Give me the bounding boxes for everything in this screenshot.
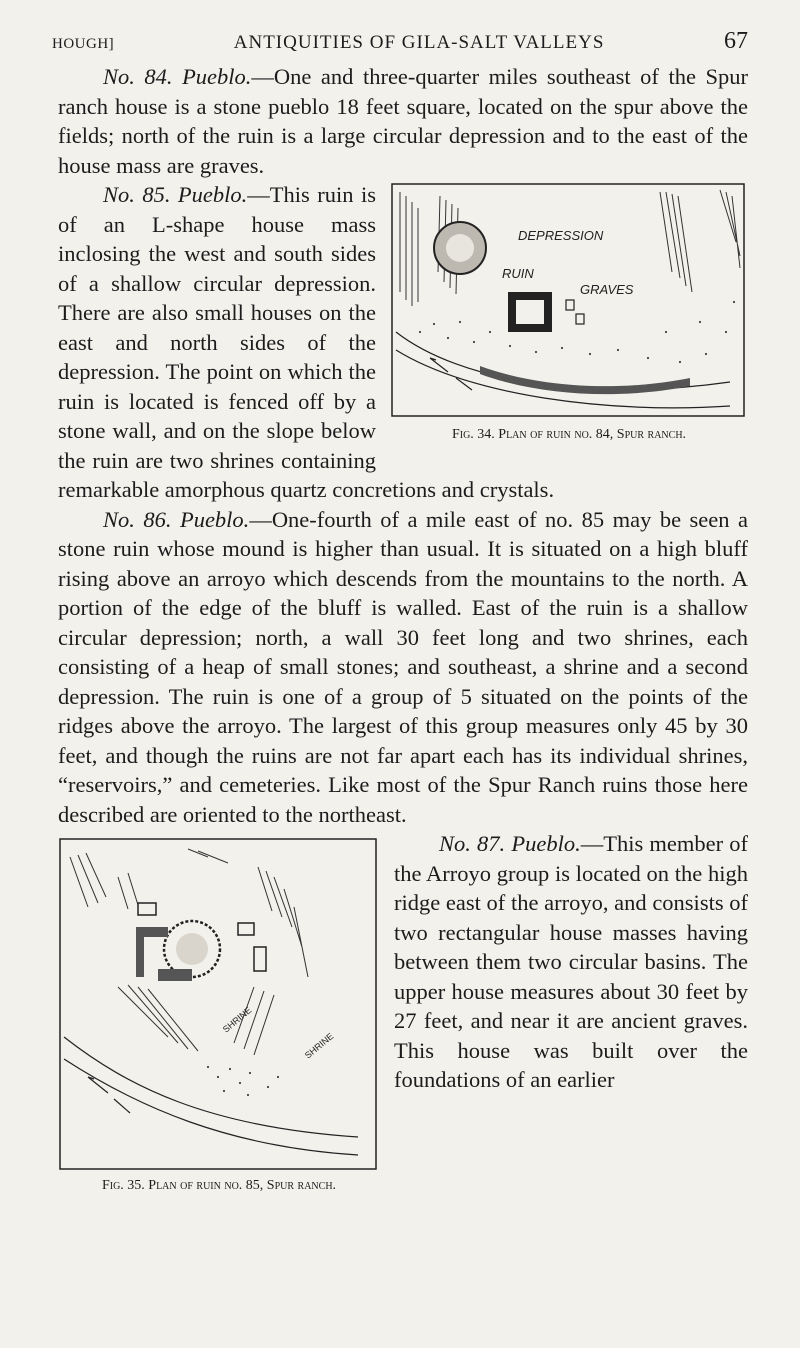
running-title: ANTIQUITIES OF GILA-SALT VALLEYS bbox=[233, 32, 605, 53]
figure-35-plan-drawing bbox=[58, 837, 380, 1171]
heading-no-87: No. 87. Pueblo. bbox=[439, 831, 581, 856]
figure-34-plan-drawing bbox=[390, 182, 748, 420]
running-head bbox=[52, 28, 748, 62]
body-text bbox=[58, 62, 748, 1197]
figure-35-caption: Fig. 35. Plan of ruin no. 85, Spur ranch. bbox=[101, 1178, 337, 1193]
paragraph-no-86 bbox=[58, 505, 748, 830]
paragraph-no-84 bbox=[58, 62, 748, 180]
text-no-86: —One-fourth of a mile east of no. 85 may be seen a stone ruin whose mound is higher than usual. It is situated on a high bluff rising above an arroyo which descends from the mountains to the north. A portion of the edge of the bluff is walled. East of the ruin is a shallow circular depression; north, a wall 30 feet long and two shrines, each consisting of a heap of small stones; and southeast, a shrine and a second depression. The ruin is one of a group of 5 situated on the points of the ridges above the arroyo. The largest of this group measures only 45 by 30 feet, and though the ruins are not far apart each has its individual shrines, “reservoirs,” and cemeteries. Like most of the Spur Ranch ruins those here described are oriented to the northeast. bbox=[58, 506, 748, 827]
ruin-label: RUIN bbox=[502, 266, 534, 281]
depression-label: DEPRESSION bbox=[518, 228, 604, 243]
text-no-85: —This ruin is of an L-shape house mass inclosing the west and south sides of a shallow circular depression. There are also small houses on the east and north sides of the depression. The point on which the ruin is located is fenced off by a stone wall, and on the slope below the ruin are two shrines containing remarkable amorphous quartz concretions and crystals. bbox=[58, 182, 555, 502]
figure-34-caption: Fig. 34. Plan of ruin no. 84, Spur ranch. bbox=[451, 427, 687, 442]
text-no-87: —This member of the Arroyo group is located on the high ridge east of the arroyo, and consists of two rectangular house masses having between them two circular basins. The upper house measures about 30 feet by 27 feet, and near it are ancient graves. This house was built over the foundations of an earlier bbox=[394, 831, 748, 1092]
figure-34 bbox=[390, 182, 748, 444]
text-no-84: —One and three-quarter miles southeast of the Spur ranch house is a stone pueblo 18 feet square, located on the spur above the fields; north of the ruin is a large circular depression and to the east of the house mass are graves. bbox=[58, 64, 748, 178]
figure-35 bbox=[58, 837, 380, 1195]
shrine-label-2: SHRINE bbox=[302, 1031, 336, 1061]
heading-no-85: No. 85. Pueblo. bbox=[103, 182, 248, 207]
heading-no-84: No. 84. Pueblo. bbox=[103, 64, 252, 89]
shrine-label-1: SHRINE bbox=[220, 1005, 254, 1035]
graves-label: GRAVES bbox=[580, 282, 634, 297]
author-header: HOUGH] bbox=[52, 36, 115, 52]
heading-no-86: No. 86. Pueblo. bbox=[103, 506, 250, 532]
page-number: 67 bbox=[724, 28, 748, 54]
